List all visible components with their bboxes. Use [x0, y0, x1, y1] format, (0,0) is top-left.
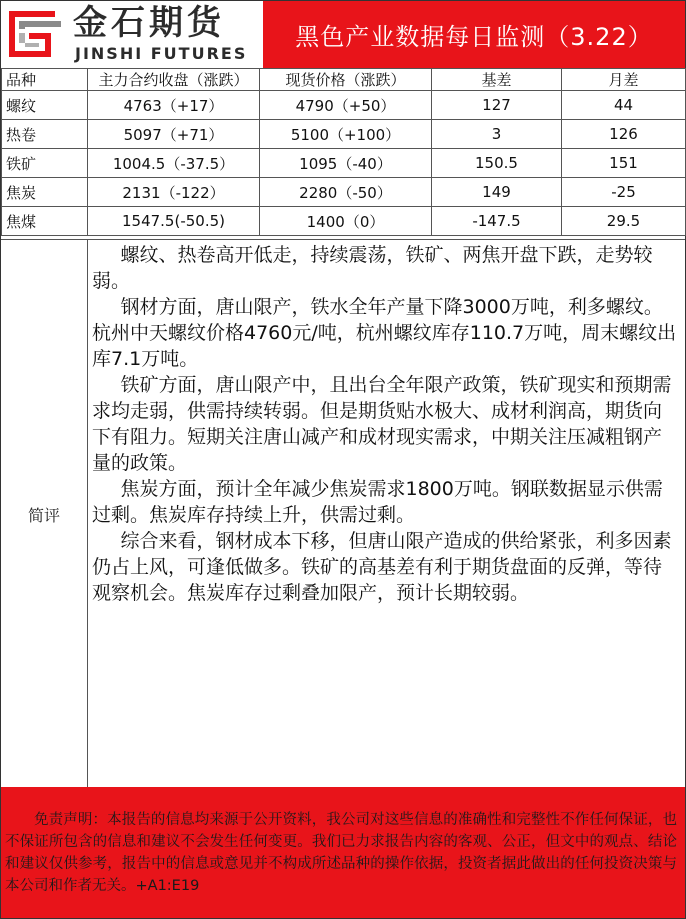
logo-english-text: JINSHI FUTURES — [75, 44, 248, 63]
table-cell: 2131（-122） — [88, 178, 260, 207]
table-cell: 150.5 — [432, 149, 562, 178]
commentary-paragraph: 焦炭方面，预计全年减少焦炭需求1800万吨。钢联数据显示供需过剩。焦炭库存持续上升，供需过剩。 — [92, 478, 663, 526]
table-cell: 铁矿 — [2, 149, 88, 178]
table-cell: 29.5 — [562, 207, 686, 236]
table-cell: 4763（+17） — [88, 91, 260, 120]
commentary-paragraph: 钢材方面，唐山限产，铁水全年产量下降3000万吨，利多螺纹。杭州中天螺纹价格4760元/吨，杭州螺纹库存110.7万吨，周末螺纹出库7.1万吨。 — [92, 296, 677, 370]
table-cell: 127 — [432, 91, 562, 120]
market-data-table — [1, 68, 686, 236]
table-cell: 149 — [432, 178, 562, 207]
table-row — [2, 178, 686, 207]
table-cell: 5100（+100） — [260, 120, 432, 149]
column-header: 主力合约收盘（涨跌） — [88, 69, 260, 91]
table-cell: -147.5 — [432, 207, 562, 236]
commentary-paragraph: 铁矿方面，唐山限产中，且出台全年限产政策，铁矿现实和预期需求均走弱，供需持续转弱。但是期货贴水极大、成材利润高，期货向下有阻力。短期关注唐山减产和成材现实需求，中期关注压减粗钢产量的政策。 — [92, 374, 672, 474]
logo-chinese-text: 金石期货 — [73, 3, 225, 43]
column-header: 现货价格（涨跌） — [260, 69, 432, 91]
commentary-paragraph: 综合来看，钢材成本下移，但唐山限产造成的供给紧张，利多因素仍占上风，可逢低做多。铁矿的高基差有利于期货盘面的反弹，等待观察机会。焦炭库存过剩叠加限产，预计长期较弱。 — [92, 530, 672, 604]
column-header: 月差 — [562, 69, 686, 91]
table-header-row — [2, 69, 686, 91]
report-header — [1, 1, 685, 68]
commentary-label: 简评 — [1, 240, 88, 788]
report-title: 黑色产业数据每日监测（3.22） — [263, 1, 685, 68]
table-cell: 焦炭 — [2, 178, 88, 207]
column-header: 基差 — [432, 69, 562, 91]
company-logo — [1, 1, 263, 68]
commentary-body — [88, 240, 685, 788]
table-cell: 热卷 — [2, 120, 88, 149]
company-logo-mark-icon — [5, 5, 65, 63]
table-cell: 2280（-50） — [260, 178, 432, 207]
table-cell: 1004.5（-37.5） — [88, 149, 260, 178]
table-cell: 5097（+71） — [88, 120, 260, 149]
table-row — [2, 207, 686, 236]
table-row — [2, 149, 686, 178]
table-cell: 1095（-40） — [260, 149, 432, 178]
table-row — [2, 120, 686, 149]
table-cell: 3 — [432, 120, 562, 149]
commentary-section — [1, 239, 685, 788]
table-cell: -25 — [562, 178, 686, 207]
table-cell: 1400（0） — [260, 207, 432, 236]
table-cell: 1547.5(-50.5) — [88, 207, 260, 236]
column-header: 品种 — [2, 69, 88, 91]
table-cell: 4790（+50） — [260, 91, 432, 120]
disclaimer-text: 免责声明：本报告的信息均来源于公开资料，我公司对这些信息的准确性和完整性不作任何保证，也不保证所包含的信息和建议不会发生任何变更。我们已力求报告内容的客观、公正，但文中的观点、结论和建议仅供参考，报告中的信息或意见并不构成所述品种的操作依据，投资者据此做出的任何投资决策与本公司和作者无关。+A1:E19 — [1, 787, 685, 918]
table-cell: 126 — [562, 120, 686, 149]
table-cell: 螺纹 — [2, 91, 88, 120]
table-cell: 44 — [562, 91, 686, 120]
table-cell: 151 — [562, 149, 686, 178]
table-cell: 焦煤 — [2, 207, 88, 236]
table-row — [2, 91, 686, 120]
commentary-paragraph: 螺纹、热卷高开低走，持续震荡，铁矿、两焦开盘下跌，走势较弱。 — [92, 244, 653, 292]
